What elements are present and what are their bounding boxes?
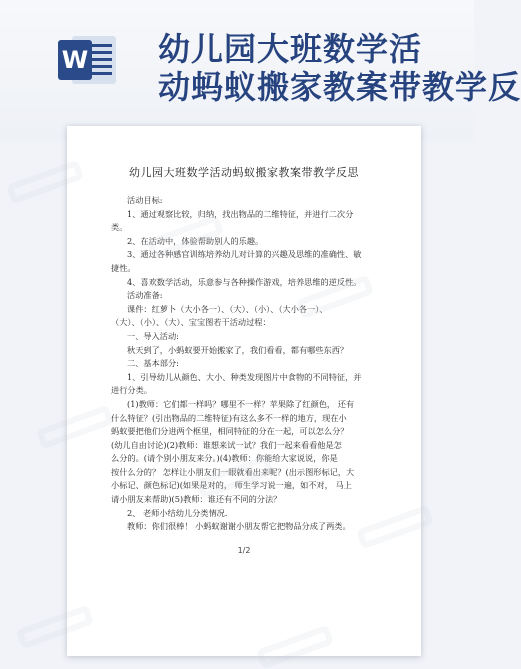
document-line: 活动准备: <box>127 290 163 301</box>
document-line: 类。 <box>111 222 128 233</box>
document-line: （大）、（小）、（大）、宝宝图若干活动过程： <box>111 317 271 328</box>
cover-title <box>158 30 521 106</box>
document-line: 3、通过各种感官训练培养幼儿对计算的兴趣及思维的准确性、敏 <box>127 249 362 260</box>
page-number: 1/2 <box>237 546 251 555</box>
document-line: 蚂蚁要把他们分进两个框里，相同特征的分在一起，可以怎么分？ <box>111 426 349 437</box>
document-line: 小标记、颜色标记)(如果是对的， 师生学习说一遍，如不对， 马上 <box>111 480 352 491</box>
document-body <box>111 194 393 534</box>
document-line: 4、喜欢数学活动，乐意参与各种操作游戏，培养思维的逆反性。 <box>127 276 362 287</box>
cover-title-line-2: 动蚂蚁搬家教案带教学反 <box>158 68 521 106</box>
word-logo-letter: W <box>61 46 89 74</box>
document-line: 秋天到了，小蚂蚁要开始搬家了，我们看看，都有哪些东西？ <box>127 344 349 355</box>
document-line: 请小朋友来帮助)(5)教师：谁还有不同的分法？ <box>111 494 282 505</box>
document-page <box>67 126 421 656</box>
document-line: 么分的。(请个别小朋友来分。)(4)教师：你能给大家说说，你是 <box>111 453 338 464</box>
document-line: 活动目标: <box>127 195 163 205</box>
document-line: 1、通过观察比较，归纳，找出物品的二维特征，并进行二次分 <box>127 208 354 219</box>
document-line: 1、引导幼儿从颜色、大小、种类发现图片中食物的不同特征，并 <box>127 371 362 382</box>
document-line: 一、导入活动: <box>127 330 179 341</box>
document-line: 2、在活动中，体验帮助别人的乐趣。 <box>127 235 264 246</box>
word-document-icon <box>56 30 118 88</box>
document-heading: 幼儿园大班数学活动蚂蚁搬家教案带教学反思 <box>129 166 359 179</box>
document-line: 捷性。 <box>111 262 136 273</box>
document-line: (1)教师：它们都一样吗？哪里不一样？苹果除了红颜色， 还有 <box>127 398 355 409</box>
document-line: 进行分类。 <box>111 385 152 396</box>
cover-title-line-1: 幼儿园大班数学活 <box>158 30 423 68</box>
document-line: (幼儿自由讨论)(2)教师：谁想来试一试？我们一起来看看他是怎 <box>111 439 342 450</box>
cover-header <box>0 0 521 140</box>
document-line: 教师：你们很棒！ 小蚂蚁谢谢小朋友帮它把物品分成了两类。 <box>127 521 351 532</box>
document-line: 2、 老师小结幼儿分类情况. <box>127 507 228 518</box>
document-line: 什么特征？(引出物品的二维特征)有这么多不一样的地方，现在小 <box>111 412 347 423</box>
document-line: 课件：红萝卜（大小各一）、（大）、（小）、（大小各一）、 <box>127 303 328 314</box>
document-line: 二、基本部分: <box>127 358 179 369</box>
document-line: 按什么分的？ 怎样让小朋友们一眼就看出来呢？(出示图形标记，大 <box>111 466 355 477</box>
